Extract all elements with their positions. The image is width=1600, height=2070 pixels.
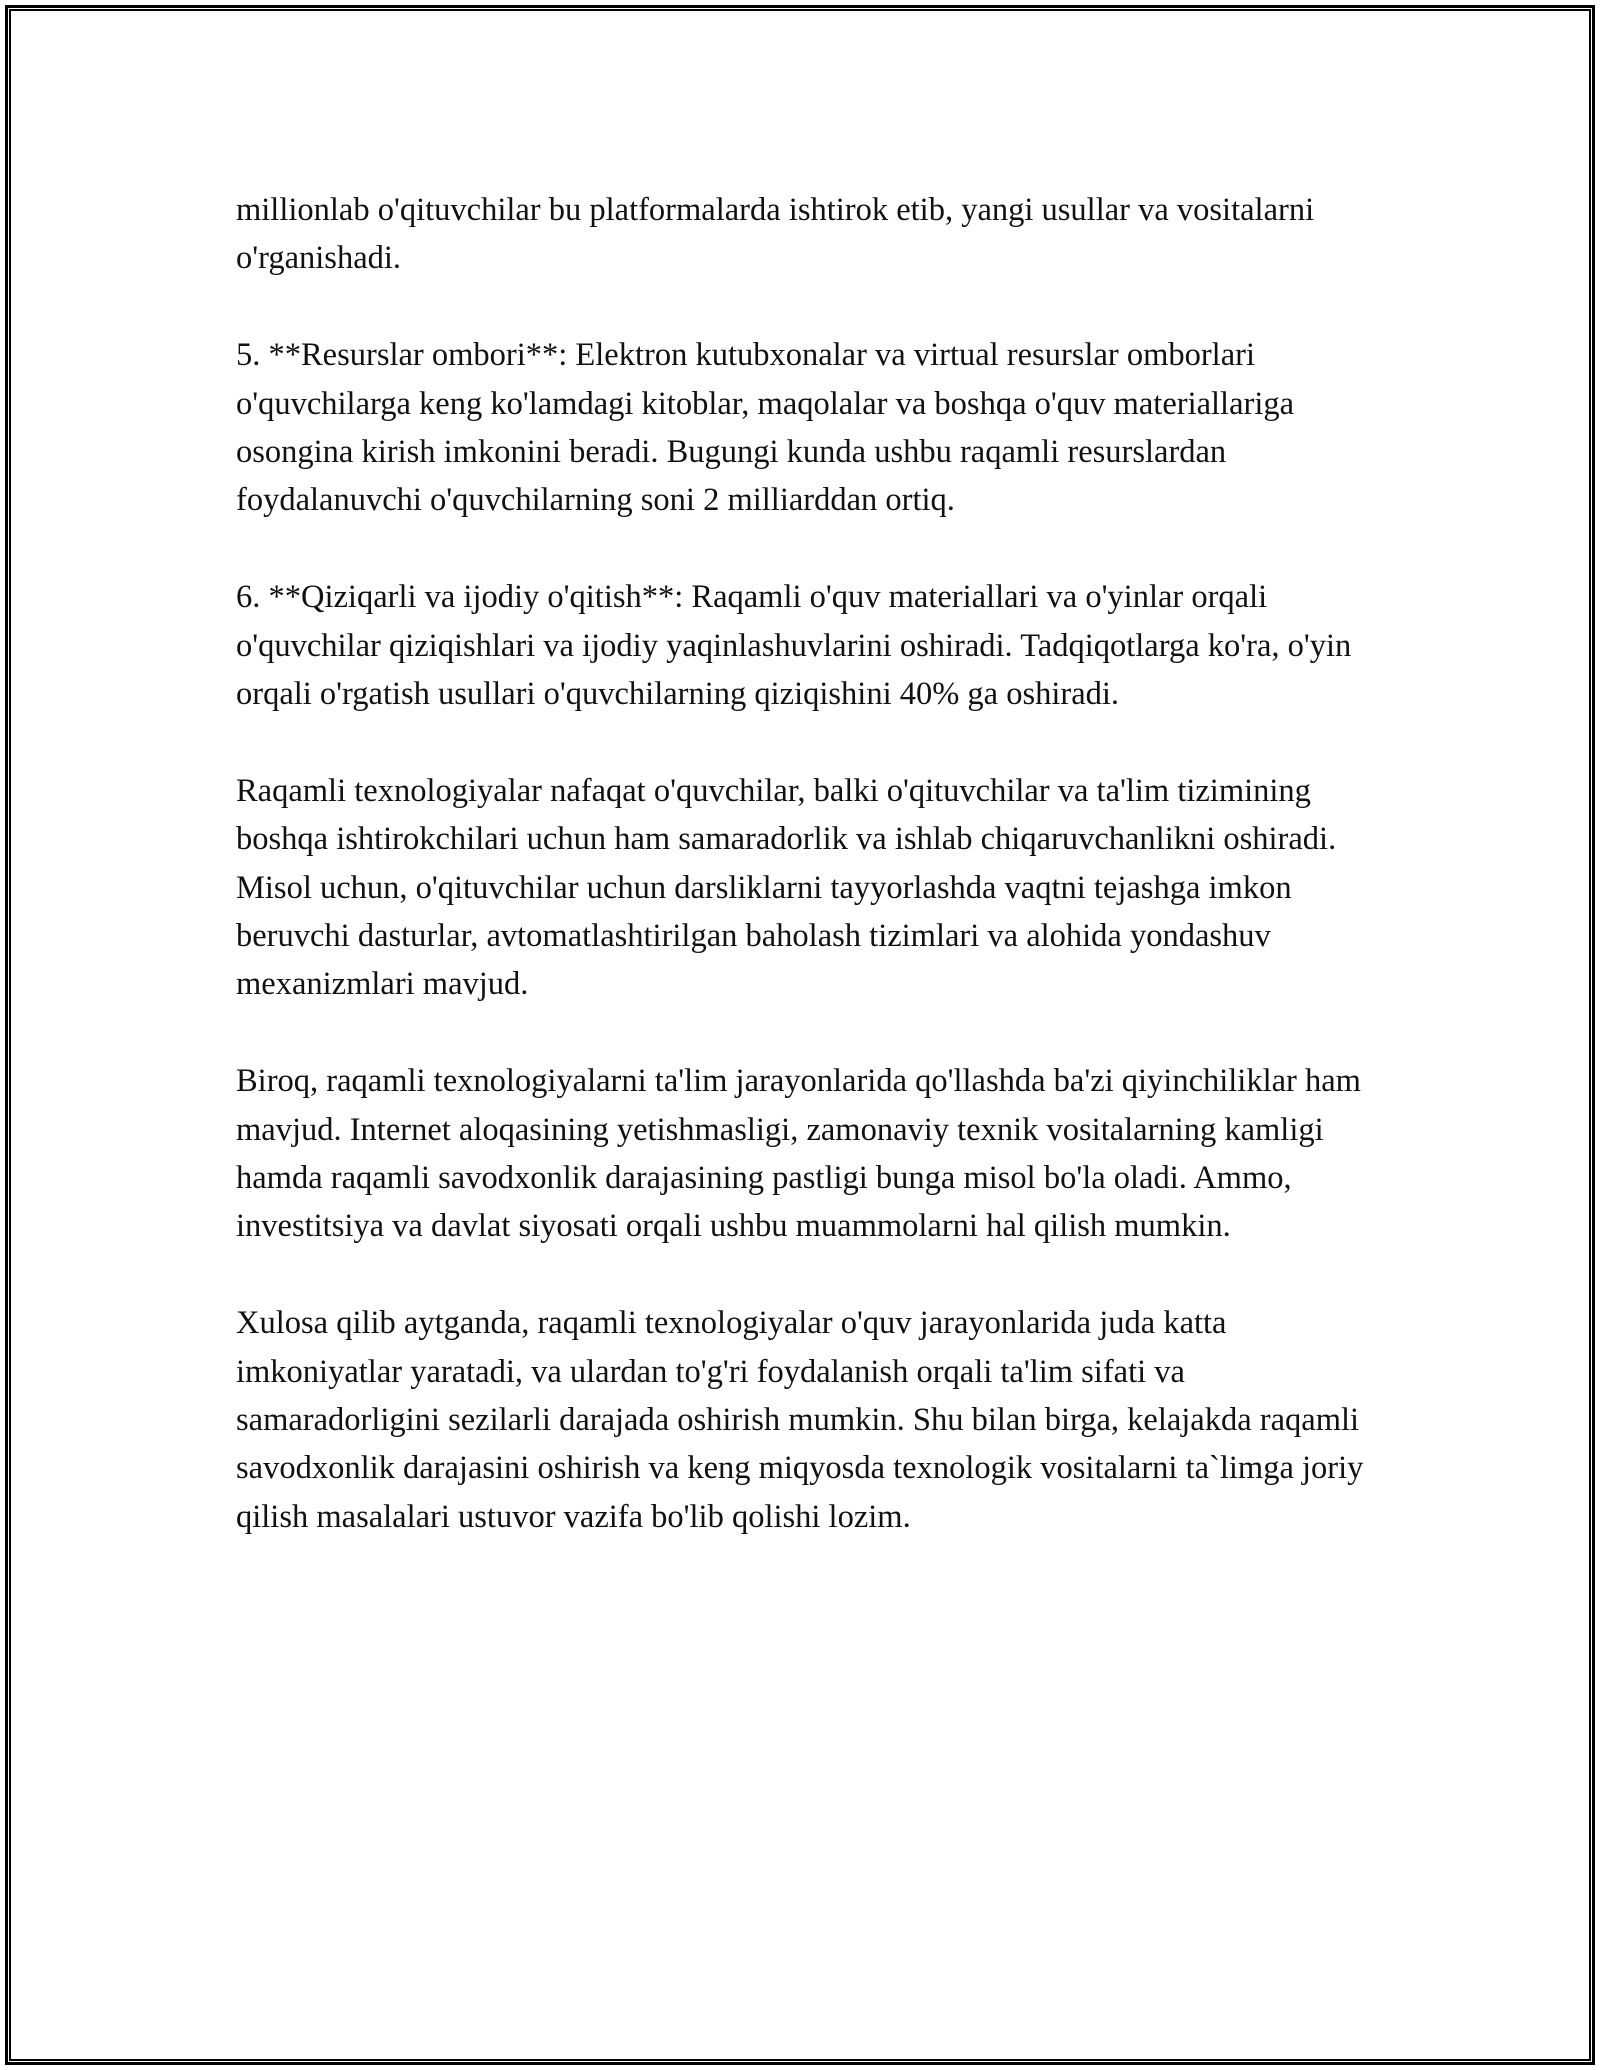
paragraph-efficiency: Raqamli texnologiyalar nafaqat o'quvchilar, balki o'qituvchilar va ta'lim tizimining boshqa ishtirokchilari uchun ham samaradorlik va ishlab chiqaruvchanlikni oshiradi. Misol uchun, o'qituvchilar uchun darsliklarni tayyorlashda vaqtni tejashga imkon beruvchi dasturlar, avtomatlashtirilgan baholash tizimlari va alohida yondashuv mexanizmlari mavjud.: [236, 772, 1337, 1003]
paragraph-challenges: Biroq, raqamli texnologiyalarni ta'lim jarayonlarida qo'llashda ba'zi qiyinchiliklar ham mavjud. Internet aloqasining yetishmasligi, zamonaviy texnik vositalarning kamligi hamda raqamli savodxonlik darajasining pastligi bunga misol bo'la oladi. Ammo, investitsiya va davlat siyosati orqali ushbu muammolarni hal qilish mumkin.: [236, 1063, 1361, 1245]
paragraph-item-5-resources: 5. **Resurslar ombori**: Elektron kutubxonalar va virtual resurslar omborlari o'quvchilarga keng ko'lamdagi kitoblar, maqolalar va boshqa o'quv materiallariga osongina kirish imkonini beradi. Bugungi kunda ushbu raqamli resurslardan foydalanuvchi o'quvchilarning soni 2 milliarddan ortiq.: [236, 337, 1295, 519]
paragraph-item-6-engaging-teaching: 6. **Qiziqarli va ijodiy o'qitish**: Raqamli o'quv materiallari va o'yinlar orqali o'quvchilar qiziqishlari va ijodiy yaqinlashuvlarini oshiradi. Tadqiqotlarga ko'ra, o'yin orqali o'rgatish usullari o'quvchilarning qiziqishini 40% ga oshiradi.: [236, 579, 1352, 713]
paragraph-conclusion: Xulosa qilib aytganda, raqamli texnologiyalar o'quv jarayonlarida juda katta imkoniyatlar yaratadi, va ulardan to'g'ri foydalanish orqali ta'lim sifati va samaradorligini sezilarli darajada oshirish mumkin. Shu bilan birga, kelajakda raqamli savodxonlik darajasini oshirish va keng miqyosda texnologik vositalarni ta`limga joriy qilish masalalari ustuvor vazifa bo'lib qolishi lozim.: [236, 1305, 1364, 1535]
paragraph-continuation: millionlab o'qituvchilar bu platformalarda ishtirok etib, yangi usullar va vositalarni o'rganishadi.: [236, 192, 1315, 277]
document-body: [236, 186, 1376, 1541]
